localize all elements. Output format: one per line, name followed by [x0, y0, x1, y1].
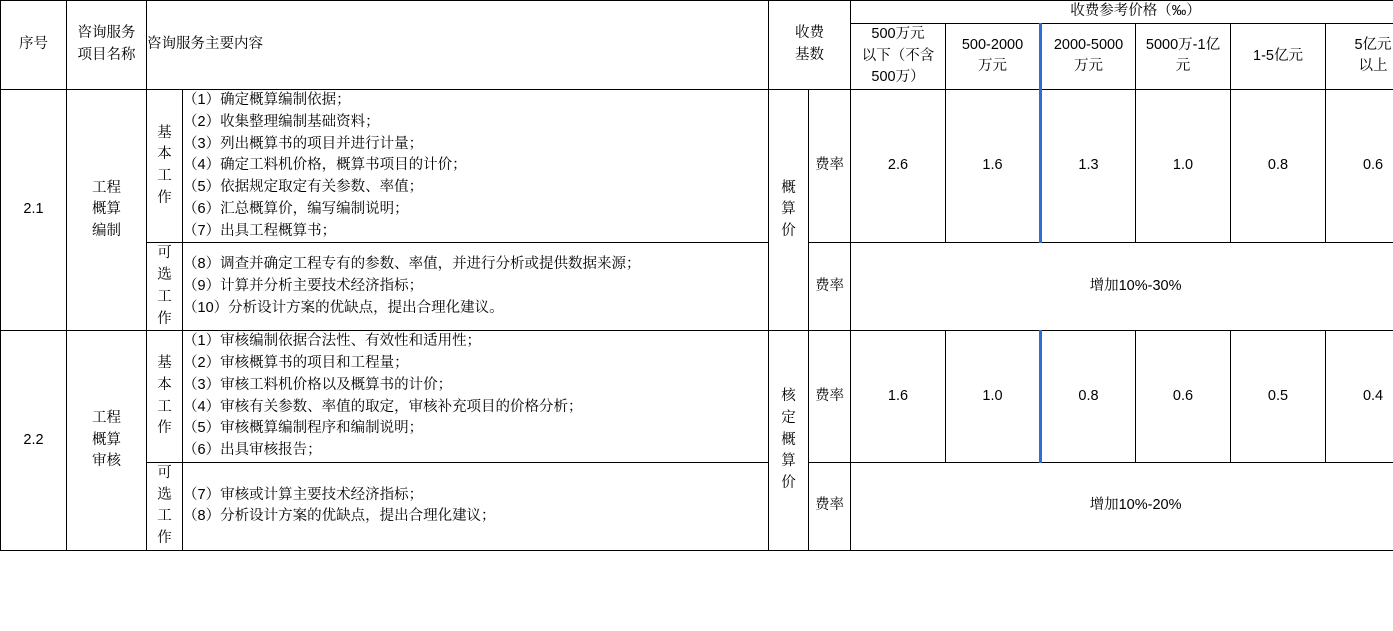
price-2-1-basic-c5: [1231, 90, 1326, 243]
price-2-2-basic-c2: [946, 331, 1041, 463]
price-note-2-1: [851, 243, 1393, 331]
header-fee-base-line2: 基数: [795, 47, 824, 63]
header-price-col-1-l2: 以下（不含: [861, 47, 935, 64]
content-basic-2-1: [183, 90, 769, 243]
content-item: （4）审核有关参数、率值的取定，审核补充项目的价格分析；: [183, 398, 583, 415]
worktype-basic-2-1-c4: 作: [157, 189, 172, 206]
content-item: （2）收集整理编制基础资料；: [183, 113, 380, 130]
rate-label-optional-2-1-text: 费率: [815, 277, 844, 294]
table-row: [1, 243, 1393, 331]
row-project-2-1: [67, 90, 147, 331]
header-price-col-3-l2: 万元: [1074, 58, 1103, 75]
worktype-optional-2-1-c4: 作: [157, 310, 172, 327]
content-item: （6）汇总概算价，编写编制说明；: [183, 200, 409, 217]
rate-label-basic-2-2-text: 费率: [815, 387, 844, 404]
content-item: （1）确定概算编制依据；: [183, 92, 351, 108]
worktype-basic-2-2-c3: 工: [157, 398, 172, 415]
worktype-basic-2-2-c1: 基: [157, 355, 172, 371]
worktype-basic-2-1: [147, 90, 183, 243]
header-price-col-2: [946, 23, 1041, 89]
row-project-2-2-l1: 工程: [92, 409, 121, 426]
fee-base-2-1-c1: 概: [781, 179, 796, 196]
row-project-2-1-l3: 编制: [92, 223, 121, 239]
price-value: 0.8: [1267, 157, 1289, 174]
table-row: [1, 462, 1393, 550]
worktype-basic-2-1-c3: 工: [157, 168, 172, 185]
rate-label-basic-2-1-text: 费率: [815, 157, 844, 174]
content-item: （10）分析设计方案的优缺点，提出合理化建议。: [183, 299, 504, 316]
table-header-row-1: [1, 1, 1393, 24]
price-value: 1.6: [982, 157, 1003, 174]
header-fee-base: [769, 1, 851, 90]
header-price-col-1-l1: 500万元: [871, 25, 925, 42]
content-item: （7）出具工程概算书；: [183, 222, 337, 239]
header-price-col-2-l1: 500-2000: [961, 36, 1024, 53]
header-price-col-1-l3: 500万）: [871, 69, 925, 86]
header-project-line2: 项目名称: [77, 47, 136, 63]
row-project-2-2: [67, 331, 147, 551]
worktype-basic-2-2-c4: 作: [157, 420, 172, 437]
header-index-label: 序号: [19, 36, 48, 53]
worktype-basic-2-2: [147, 331, 183, 463]
content-optional-2-2: [183, 462, 769, 550]
row-project-2-1-l2: 概算: [92, 201, 121, 218]
price-value: 2.6: [887, 157, 909, 174]
header-content: [147, 1, 769, 90]
price-value: 0.4: [1362, 387, 1384, 404]
price-note-2-1-text: 增加10%-30%: [1089, 277, 1182, 294]
content-item: （4）确定工料机价格，概算书项目的计价；: [183, 157, 467, 174]
fee-base-2-1: [769, 90, 809, 331]
header-price-col-3-l1: 2000-5000: [1053, 36, 1124, 53]
header-project-name: [67, 1, 147, 90]
content-basic-2-2: [183, 331, 769, 463]
header-index: [1, 1, 67, 90]
worktype-optional-2-2-c1: 可: [157, 464, 172, 481]
rate-label-optional-2-2: [809, 462, 851, 550]
header-price-col-5-l1: 1-5亿元: [1253, 47, 1303, 64]
worktype-basic-2-2-c2: 本: [157, 376, 172, 393]
worktype-optional-2-1-c1: 可: [157, 245, 172, 262]
content-item: （3）审核工料机价格以及概算书的计价；: [183, 376, 453, 393]
price-2-2-basic-c6: [1326, 331, 1393, 463]
header-price-col-6-l1: 5亿元: [1354, 36, 1392, 53]
price-value: 1.0: [1172, 157, 1194, 174]
header-project-line1: 咨询服务: [77, 25, 136, 42]
rate-label-basic-2-1: [809, 90, 851, 243]
price-2-2-basic-c1: [851, 331, 946, 463]
price-2-1-basic-c2: [946, 90, 1041, 243]
price-value: 0.8: [1078, 387, 1099, 404]
price-value: 1.6: [887, 387, 909, 404]
rate-label-optional-2-1: [809, 243, 851, 331]
price-note-2-2-text: 增加10%-20%: [1089, 497, 1182, 514]
price-2-1-basic-c4: [1136, 90, 1231, 243]
price-2-2-basic-c5: [1231, 331, 1326, 463]
worktype-optional-2-1: [147, 243, 183, 331]
worktype-optional-2-1-c2: 选: [157, 267, 172, 283]
content-item: （8）调查并确定工程专有的参数、率值，并进行分析或提供数据来源；: [183, 256, 641, 273]
row-project-2-2-l2: 概算: [92, 431, 121, 448]
row-index-2-2-label: 2.2: [23, 431, 44, 448]
header-price-col-4-l2: 元: [1175, 58, 1191, 75]
fee-base-2-2-c4: 算: [781, 453, 796, 470]
price-2-1-basic-c3: [1041, 90, 1136, 243]
header-content-label: 咨询服务主要内容: [147, 36, 263, 53]
row-project-2-1-l1: 工程: [92, 179, 121, 196]
worktype-optional-2-2-c4: 作: [157, 530, 172, 546]
fee-base-2-2-c1: 核: [781, 388, 796, 405]
content-item: （6）出具审核报告；: [183, 442, 322, 458]
price-note-2-2: [851, 462, 1393, 550]
header-price-col-2-l2: 万元: [978, 58, 1007, 75]
row-project-2-2-l3: 审核: [92, 453, 121, 470]
header-price-group-label: 收费参考价格（‰）: [1070, 3, 1201, 19]
row-index-2-1-label: 2.1: [23, 201, 44, 218]
header-price-group: [851, 1, 1393, 24]
fee-base-2-1-c3: 价: [781, 223, 796, 239]
price-value: 1.0: [982, 387, 1003, 404]
price-value: 0.5: [1267, 387, 1289, 404]
content-item: （9）计算并分析主要技术经济指标；: [183, 277, 424, 294]
price-2-1-basic-c6: [1326, 90, 1393, 243]
table-row: [1, 90, 1393, 243]
price-value: 0.6: [1172, 387, 1194, 404]
content-item: （7）审核或计算主要技术经济指标；: [183, 486, 424, 503]
fee-base-2-1-c2: 算: [781, 201, 796, 218]
header-price-col-6-l2: 以上: [1358, 58, 1388, 75]
rate-label-optional-2-2-text: 费率: [815, 497, 844, 514]
content-optional-2-1: [183, 243, 769, 331]
content-item: （5）依据规定取定有关参数、率值；: [183, 179, 424, 195]
content-item: （5）审核概算编制程序和编制说明；: [183, 420, 424, 437]
row-index-2-2: [1, 331, 67, 551]
price-2-2-basic-c4: [1136, 331, 1231, 463]
price-2-1-basic-c1: [851, 90, 946, 243]
header-price-col-6: [1326, 23, 1393, 89]
fee-base-2-2-c3: 概: [781, 431, 796, 448]
content-item: （2）审核概算书的项目和工程量；: [183, 355, 409, 371]
header-price-col-1: [851, 23, 946, 89]
worktype-optional-2-2-c2: 选: [157, 486, 172, 503]
content-item: （8）分析设计方案的优缺点，提出合理化建议；: [183, 508, 496, 525]
header-fee-base-line1: 收费: [795, 25, 824, 42]
header-price-col-4: [1136, 23, 1231, 89]
worktype-basic-2-1-c1: 基: [157, 124, 172, 141]
worktype-optional-2-2: [147, 462, 183, 550]
rate-label-basic-2-2: [809, 331, 851, 463]
fee-base-2-2: [769, 331, 809, 551]
worktype-optional-2-2-c3: 工: [157, 508, 172, 525]
content-item: （1）审核编制依据合法性、有效性和适用性；: [183, 333, 482, 350]
fee-base-2-2-c5: 价: [781, 475, 796, 492]
header-price-col-5: [1231, 23, 1326, 89]
header-price-col-3: [1041, 23, 1136, 89]
row-index-2-1: [1, 90, 67, 331]
fee-base-2-2-c2: 定: [781, 409, 796, 426]
worktype-optional-2-1-c3: 工: [157, 288, 172, 305]
price-value: 0.6: [1362, 157, 1384, 174]
header-price-col-4-l1: 5000万-1亿: [1145, 36, 1221, 53]
table-row: [1, 331, 1393, 463]
worktype-basic-2-1-c2: 本: [157, 146, 172, 163]
content-item: （3）列出概算书的项目并进行计量；: [183, 135, 424, 152]
price-value: 1.3: [1078, 157, 1099, 174]
price-2-2-basic-c3: [1041, 331, 1136, 463]
